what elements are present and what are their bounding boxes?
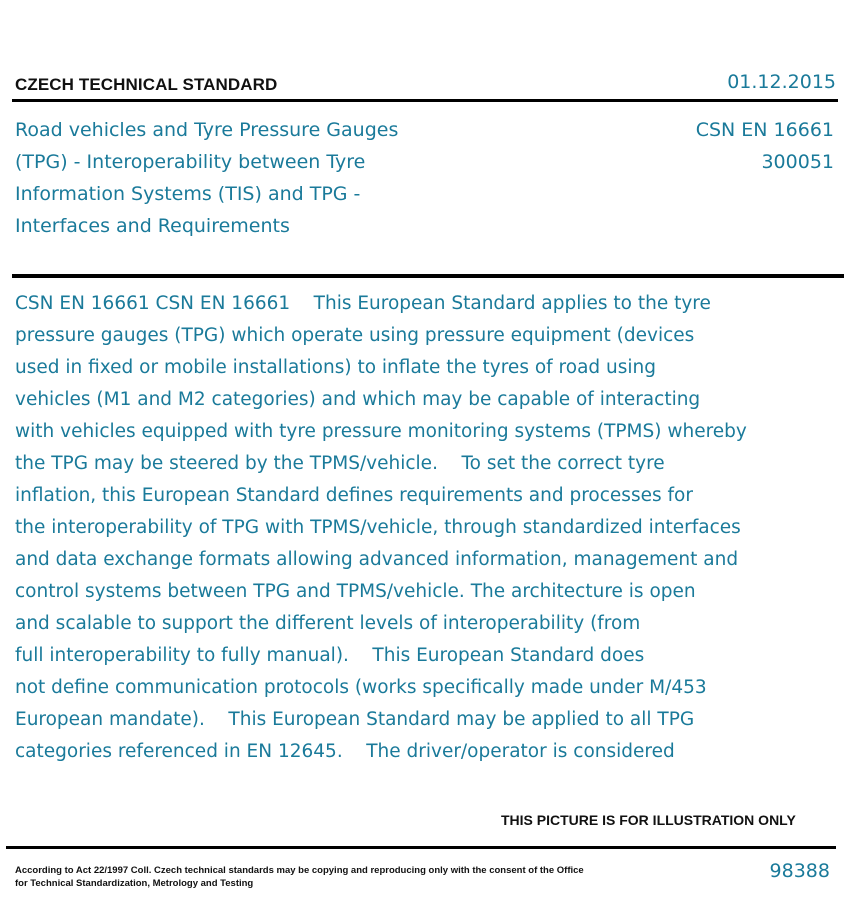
abstract-line: control systems between TPG and TPMS/vehicle. The architecture is open — [15, 581, 696, 602]
header-divider — [12, 99, 838, 102]
document-reference — [696, 114, 834, 178]
footer-number: 98388 — [769, 860, 830, 882]
abstract-line: categories referenced in EN 12645. The driver/operator is considered — [15, 741, 675, 762]
footer-legal-line: for Technical Standardization, Metrology and Testing — [15, 878, 254, 889]
abstract-line: European mandate). This European Standard may be applied to all TPG — [15, 709, 695, 730]
abstract-line: used in fixed or mobile installations) to inflate the tyres of road using — [15, 357, 656, 378]
catalog-number: 300051 — [761, 151, 834, 173]
abstract-line: with vehicles equipped with tyre pressure monitoring systems (TPMS) whereby — [15, 421, 747, 442]
abstract-line: the TPG may be steered by the TPMS/vehicle. To set the correct tyre — [15, 453, 665, 474]
footer-legal-text — [15, 864, 615, 890]
title-line: Road vehicles and Tyre Pressure Gauges — [15, 119, 399, 141]
title-line: Interfaces and Requirements — [15, 215, 290, 237]
abstract-text — [15, 288, 747, 768]
title-line: (TPG) - Interoperability between Tyre — [15, 151, 366, 173]
abstract-line: and data exchange formats allowing advanced information, management and — [15, 549, 739, 570]
abstract-line: pressure gauges (TPG) which operate using pressure equipment (devices — [15, 325, 695, 346]
abstract-line: the interoperability of TPG with TPMS/vehicle, through standardized interfaces — [15, 517, 741, 538]
illustration-note: THIS PICTURE IS FOR ILLUSTRATION ONLY — [501, 812, 796, 828]
header-date: 01.12.2015 — [727, 71, 836, 93]
footer-legal-line: According to Act 22/1997 Coll. Czech technical standards may be copying and reproducing only with the consent of the Office — [15, 865, 584, 876]
title-line: Information Systems (TIS) and TPG - — [15, 183, 361, 205]
abstract-line: vehicles (M1 and M2 categories) and which may be capable of interacting — [15, 389, 701, 410]
abstract-line: inflation, this European Standard defines requirements and processes for — [15, 485, 693, 506]
title-divider — [12, 274, 844, 278]
abstract-line: not define communication protocols (works specifically made under M/453 — [15, 677, 707, 698]
standard-number: CSN EN 16661 — [695, 119, 834, 141]
document-title — [15, 114, 435, 242]
header-title: CZECH TECHNICAL STANDARD — [15, 75, 278, 94]
abstract-line: and scalable to support the different levels of interoperability (from — [15, 613, 641, 634]
abstract-line: full interoperability to fully manual). This European Standard does — [15, 645, 645, 666]
footer-divider — [6, 846, 836, 849]
abstract-line: CSN EN 16661 CSN EN 16661 This European Standard applies to the tyre — [15, 293, 711, 314]
